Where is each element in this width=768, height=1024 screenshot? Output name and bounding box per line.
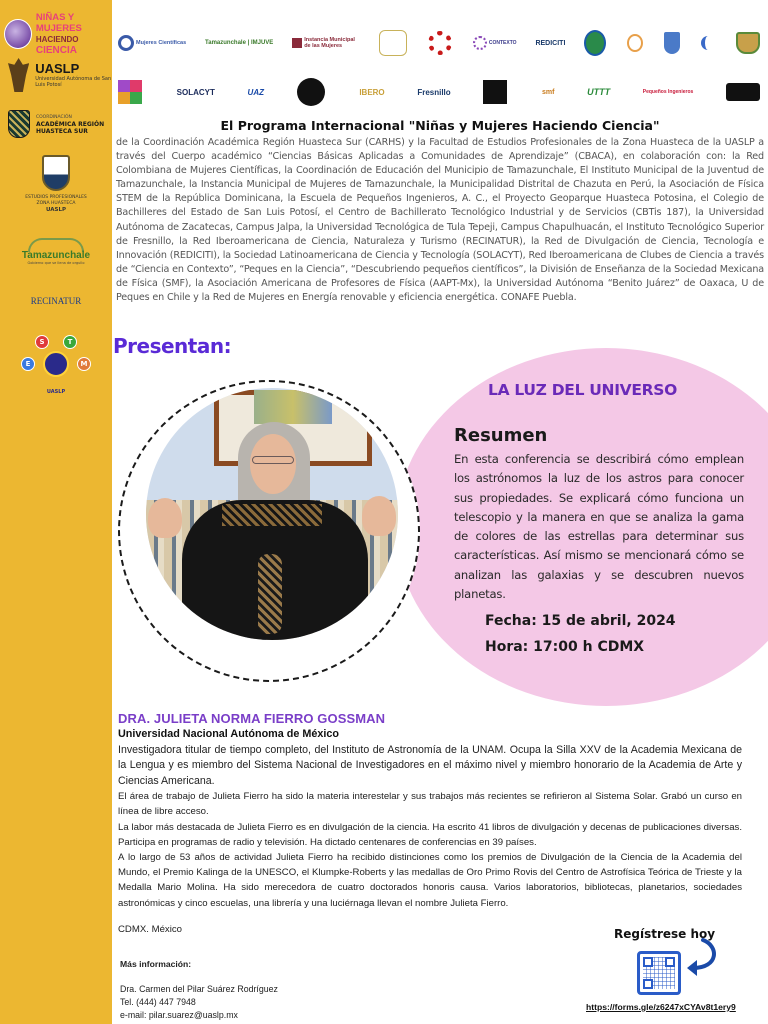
bio-paragraph: El área de trabajo de Julieta Fierro ha sido la materia interestelar y sus trabajos más recientes se refirieron al Sistema Solar. Grabó un curso en línea de libre acceso. bbox=[118, 791, 742, 818]
partner-logos-row-1 bbox=[118, 22, 768, 64]
program-title: El Programa Internacional "Niñas y Mujeres Haciendo Ciencia" bbox=[220, 118, 660, 133]
stem-s-icon: S bbox=[35, 335, 49, 349]
eagle-icon bbox=[8, 58, 29, 92]
tamazunchale-logo: Tamazunchale Gobierno que se llena de orgullo bbox=[0, 238, 112, 265]
partner-logo bbox=[428, 31, 454, 55]
estudios-profesionales-logo: ESTUDIOS PROFESIONALES ZONA HUASTECA UASLP bbox=[0, 155, 112, 214]
speaker-bio bbox=[118, 743, 742, 911]
stem-m-icon: M bbox=[77, 357, 91, 371]
bio-paragraph: Investigadora titular de tiempo completo, del Instituto de Astronomía de la UNAM. Ocupa la Silla XXV de la Academia Mexicana de la Lengua y es miembro del Sistema Nacional de Investigadores en el máximo nivel y miembro honorario de la Academia de Arte y Ciencias Americana. bbox=[118, 744, 742, 787]
register-heading: Regístrese hoy bbox=[614, 927, 716, 941]
qr-code[interactable] bbox=[637, 951, 681, 995]
shield-icon bbox=[8, 110, 30, 138]
registration-link[interactable]: https://forms.gle/z6247xCYAv8t1ery9 bbox=[586, 1002, 736, 1012]
crest-icon bbox=[42, 155, 70, 191]
contact-phone: Tel. (444) 447 7948 bbox=[120, 997, 196, 1007]
partner-logo: CONTEXTO bbox=[473, 36, 517, 50]
partner-logo: Pequeños Ingenieros bbox=[642, 89, 694, 95]
partner-logo bbox=[379, 30, 409, 56]
partner-logo: REDICITI bbox=[535, 39, 566, 47]
uaslp-logo: UASLP Universidad Autónoma de San Luis Potosí bbox=[8, 58, 120, 92]
partner-logo bbox=[584, 30, 608, 56]
speaker-location: CDMX. México bbox=[118, 924, 182, 935]
partner-logo bbox=[736, 32, 762, 54]
talk-title: LA LUZ DEL UNIVERSO bbox=[488, 381, 678, 399]
contact-name: Dra. Carmen del Pilar Suárez Rodríguez bbox=[120, 984, 278, 994]
summary-heading: Resumen bbox=[454, 425, 548, 446]
stem-t-icon: T bbox=[63, 335, 77, 349]
partner-logo bbox=[483, 80, 509, 104]
program-description: de la Coordinación Académica Región Huasteca Sur (CARHS) y la Facultad de Estudios Profesionales de la Zona Huasteca de la UASLP a través del Cuerpo académico “Ciencias Básicas Aplicadas a Comunidades de Aprendizaje” (CBACA), en colaboración con: la Red Colombiana de Mujeres Científicas, la Coordinación de Educación del Municipio de Tamazunchale, El Instituto Municipal de la Juventud de Tamazunchale, la Instancia Municipal de Mujeres de Tamazunchale, la Municipalidad Distrital de Chazuta en Perú, la Asociación de Física STEM de la República Dominicana, la Escuela de Pequeños Ingenieros, A. C., el Proyecto Geoparque Huasteca Potosina, el Colegio de Bachilleres del Estado de San Luis Potosí, el Centro de Bachillerato Tecnológico Industrial y de Servicios (CBTis 187), la Universidad Autónoma de Zacatecas, Campus Jalpa, la Universidad Tecnológica de Tula Tepeji, Campus Chapulhuacán, el Instituto Tecnológico Superior de Fresnillo, la Red Iberoamericana de Ciencia, Naturaleza y Turismo (RECINATUR), la Red de Divulgación de Ciencia, Tecnología e Innovación (REDICITI), la Sociedad Latinoamericana de Ciencia y Tecnología (SOLACYT), Red Iberoamericana de Clubes de Ciencia a través de “Ciencia en Contexto”, “Peques en la Ciencia”, “Descubriendo pequeños científicos”, la División de Enseñanza de la Sociedad Mexicana de Física (SMF), la Asociación Americana de Profesores de Física (AAPT-Mx), la Universidad Autónoma “Benito Juárez” de Oaxaca, U de Peques en Chile y la Red de Mujeres en Energía renovable y eficiencia energética. CONAFE Puebla. bbox=[116, 137, 764, 304]
partner-logo bbox=[627, 34, 645, 52]
partner-logo bbox=[701, 36, 717, 50]
curved-arrow-icon bbox=[683, 938, 723, 978]
bio-paragraph: La labor más destacada de Julieta Fierro es en divulgación de la ciencia. Ha escrito 41 libros de divulgación y decenas de publicaciones diversas. Participa en programas de radio y televisión. Ha dictado centenares de conferencias en 39 países. bbox=[118, 821, 742, 848]
contact-info bbox=[120, 983, 278, 1022]
summary-text: En esta conferencia se describirá cómo emplean los astrónomos la luz de los astros para conocer sus propiedades. Se explicará cómo funciona un telescopio y la manera en que se analiza la gama de colores de las estrellas para determinar sus características. Así mismo se mencionará cómo se analizan las galaxias y se descubren nuevos planetas. bbox=[454, 452, 744, 602]
ninas-mujeres-ciencia-logo: NIÑAS Y MUJERES HACIENDO CIENCIA bbox=[4, 12, 116, 56]
partner-logo: UAZ bbox=[247, 87, 264, 97]
stem-uaslp-logo: S T E M UASLP bbox=[0, 335, 112, 395]
more-info-heading: Más información: bbox=[120, 959, 192, 969]
partner-logo bbox=[118, 80, 144, 104]
stem-e-icon: E bbox=[21, 357, 35, 371]
partner-logo bbox=[664, 32, 682, 54]
speaker-photo bbox=[146, 388, 398, 640]
partner-logo: smf bbox=[541, 88, 555, 96]
partner-logo: SOLACYT bbox=[176, 87, 215, 97]
sidebar bbox=[0, 0, 112, 1024]
partner-logo: UTTT bbox=[587, 87, 611, 97]
partner-logo: Mujeres Científicas bbox=[118, 35, 186, 51]
partner-logo: Fresnillo bbox=[417, 87, 451, 97]
presentan-heading: Presentan: bbox=[113, 334, 232, 358]
partner-logo bbox=[726, 83, 762, 101]
partner-logo bbox=[297, 78, 327, 106]
recinatur-logo: RECINATUR bbox=[30, 296, 82, 306]
carhs-logo: COORDINACIÓN ACADÉMICA REGIÓN HUASTECA SUR bbox=[8, 110, 120, 138]
speaker-name: DRA. JULIETA NORMA FIERRO GOSSMAN bbox=[118, 711, 386, 726]
uaslp-building-icon bbox=[43, 351, 69, 377]
speaker-institution: Universidad Nacional Autónoma de México bbox=[118, 728, 339, 740]
partner-logo: Tamazunchale | IMJUVE bbox=[205, 40, 274, 46]
bio-paragraph: A lo largo de 53 años de actividad Julieta Fierro ha recibido distinciones como los premios de Divulgación de la Ciencia de la Academia del Mundo, el Premio Kalinga de la UNESCO, el Klumpke-Roberts y las medallas de Oro Primo Rovis del Centro de Astrofísica Teórica de Trieste y la Medalla Mario Molina. Ha sido merecedora de cuatro doctorados honoris causa. Varios laboratorios, bibliotecas, planetarios, sociedades astronómicas y cinco escuelas, una librería y una luciérnaga llevan el nombre Julieta Fierro. bbox=[118, 852, 742, 909]
event-time: Hora: 17:00 h CDMX bbox=[485, 639, 645, 655]
partner-logo: IBERO bbox=[359, 87, 385, 97]
event-date: Fecha: 15 de abril, 2024 bbox=[485, 613, 676, 629]
program-badge-icon bbox=[4, 19, 32, 49]
contact-email[interactable]: e-mail: pilar.suarez@uaslp.mx bbox=[120, 1010, 238, 1020]
partner-logos-row-2 bbox=[118, 74, 768, 110]
partner-logo: Instancia Municipal de las Mujeres bbox=[292, 37, 360, 49]
